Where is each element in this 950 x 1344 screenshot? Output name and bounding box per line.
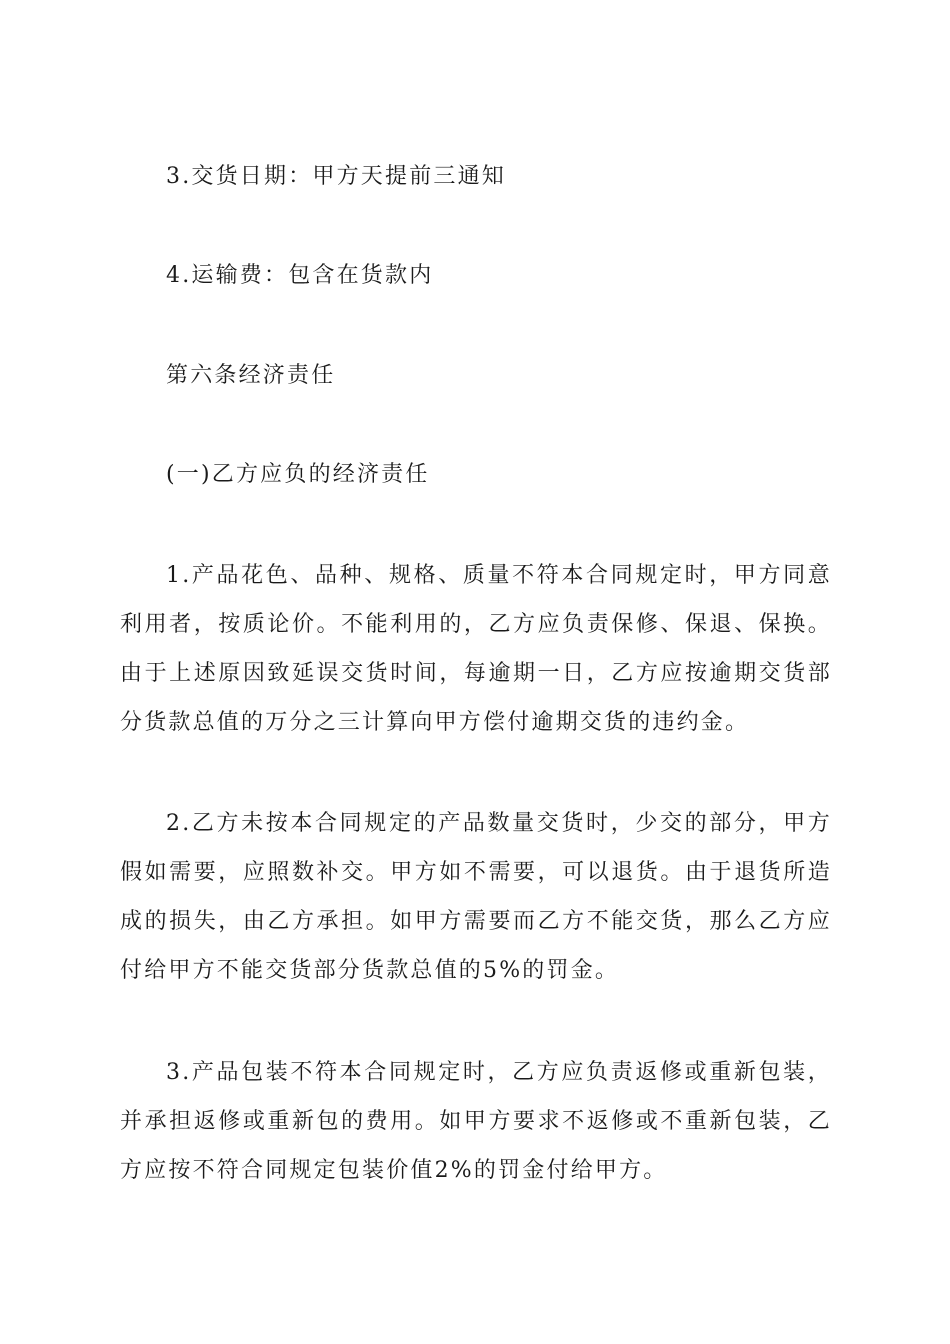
- article-six-heading: 第六条经济责任: [166, 363, 336, 388]
- clause-transport-fee: 4.运输费：包含在货款内: [166, 263, 434, 288]
- clause-delivery-date: 3.交货日期：甲方天提前三通知: [166, 164, 506, 189]
- clause-quantity: 2.乙方未按本合同规定的产品数量交货时，少交的部分，甲方假如需要，应照数补交。甲方如不需要，可以退货。由于退货所造成的损失，由乙方承担。如甲方需要而乙方不能交货，那么乙方应付给甲方不能交货部分货款总值的5%的罚金。: [120, 811, 832, 983]
- clause-packaging: 3.产品包装不符本合同规定时，乙方应负责返修或重新包装，并承担返修或重新包的费用。如甲方要求不返修或不重新包装，乙方应按不符合同规定包装价值2%的罚金付给甲方。: [120, 1060, 832, 1183]
- section-one-heading: (一)乙方应负的经济责任: [166, 462, 430, 487]
- clause-quality: 1.产品花色、品种、规格、质量不符本合同规定时，甲方同意利用者，按质论价。不能利用的，乙方应负责保修、保退、保换。由于上述原因致延误交货时间，每逾期一日，乙方应按逾期交货部分货款总值的万分之三计算向甲方偿付逾期交货的违约金。: [120, 563, 832, 735]
